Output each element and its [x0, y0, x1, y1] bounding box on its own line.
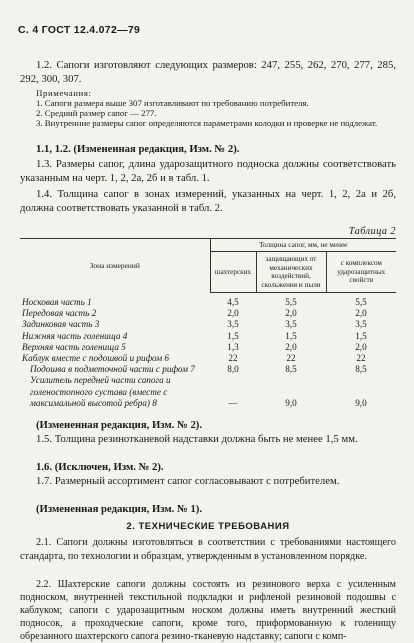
table-row — [20, 364, 396, 375]
amendment-note-2: (Измененная редакция, Изм. № 2). — [36, 419, 203, 431]
note-3: 3. Внутренние размеры сапог определяются параметрами колодки и проверке не подлежат. — [36, 118, 378, 128]
para-1-5: 1.5. Толщина резинотканевой надставки должна быть не менее 1,5 мм. — [36, 433, 358, 445]
note-2: 2. Средний размер сапог — 277. — [36, 108, 157, 118]
row-label: Каблук вместе с подошвой и рифом 6 — [22, 353, 169, 364]
table-caption: Таблица 2 — [348, 226, 396, 237]
row-label: Носковая часть 1 — [22, 297, 92, 307]
cell-value: 2,0 — [285, 341, 297, 352]
amendment-note-1: 1.1, 1.2. (Измененная редакция, Изм. № 2). — [36, 143, 240, 155]
cell-value: — — [228, 397, 238, 408]
cell-value: 1,5 — [227, 330, 239, 341]
amendment-note-3: (Измененная редакция, Изм. № 1). — [36, 503, 203, 515]
cell-value: 8,0 — [227, 364, 239, 375]
cell-value: 2,0 — [355, 341, 367, 352]
row-label: Нижняя часть голенища 4 — [22, 330, 128, 341]
row-label: Передовая часть 2 — [22, 308, 97, 319]
para-1-2: 1.2. Сапоги изготовляют следующих размеров: 247, 255, 262, 270, 277, 285, 292, 300, 307. — [20, 59, 396, 85]
thickness-table — [20, 238, 396, 409]
row-label: Усилитель передней части сапога и голеностопного сустава (вместе с максимальной высотой ребра) 8 — [30, 375, 171, 408]
cell-value: 3,5 — [227, 319, 239, 330]
table-row — [20, 331, 396, 342]
column-header-zone: Зона измерений — [20, 239, 210, 293]
notes-title: Примечания: — [36, 88, 92, 98]
cell-value: 3,5 — [355, 319, 367, 330]
cell-value: 8,5 — [285, 364, 297, 375]
cell-value: 1,5 — [285, 330, 297, 341]
cell-value: 9,0 — [355, 397, 367, 408]
table-row — [20, 353, 396, 364]
para-2-2: 2.2. Шахтерские сапоги должны состоять из резинового верха с усиленным подноском, внутренней текстильной подкладки и рифленой резиновой подошвы с каблуком; сапоги с ударозащитным носком должны иметь внутренний жесткий подносок, а проходческие сапоги, кроме того, приформованную к голенищу обрезанного шахтерского сапога резино-тканевую надставку; сапоги с комп- — [20, 579, 396, 642]
para-1-6: 1.6. (Исключен, Изм. № 2). — [36, 461, 164, 473]
row-label: Задинковая часть 3 — [22, 319, 100, 330]
cell-value: 3,5 — [285, 319, 297, 330]
cell-value: 22 — [286, 353, 296, 364]
column-header-impact: с комплексом ударозащитных свойств — [326, 252, 396, 293]
section-title: 2. ТЕХНИЧЕСКИЕ ТРЕБОВАНИЯ — [126, 521, 290, 532]
table-row — [20, 319, 396, 330]
para-1-3: 1.3. Размеры сапог, длина ударозащитного подноска должны соответствовать указанным на черт. 1, 2, 2а, 2б и в табл. 1. — [20, 158, 396, 184]
table-row — [20, 375, 396, 409]
table-row — [20, 297, 396, 308]
column-header-group: Толщина сапог, мм, не менее — [210, 239, 396, 252]
cell-value: 2,0 — [227, 308, 239, 319]
cell-value: 5,5 — [285, 297, 297, 307]
cell-value: 22 — [228, 353, 238, 364]
cell-value: 8,5 — [355, 364, 367, 375]
table-row — [20, 308, 396, 319]
column-header-miners: шахтерских — [210, 252, 256, 293]
para-2-1: 2.1. Сапоги должны изготовляться в соответствии с требованиями настоящего стандарта, по технологии и образцам, утвержденным в установленном порядке. — [20, 537, 396, 562]
cell-value: 1,3 — [227, 341, 239, 352]
table-row — [20, 342, 396, 353]
para-1-4: 1.4. Толщина сапог в зонах измерений, указанных на черт. 1, 2, 2а и 2б, должна соответствовать указанной в табл. 2. — [20, 188, 396, 214]
row-label: Подошва в подметочной части с рифом 7 — [30, 364, 195, 375]
page-header: С. 4 ГОСТ 12.4.072—79 — [18, 24, 141, 36]
cell-value: 2,0 — [285, 308, 297, 319]
cell-value: 9,0 — [285, 397, 297, 408]
column-header-mechanical: защищающих от механических воздействий, скольжения и пыли — [256, 252, 326, 293]
cell-value: 22 — [356, 353, 366, 364]
cell-value: 2,0 — [355, 308, 367, 319]
row-label: Верхняя часть голенища 5 — [22, 341, 126, 352]
cell-value: 1,5 — [355, 330, 367, 341]
para-1-7: 1.7. Размерный ассортимент сапог согласовывают с потребителем. — [36, 475, 340, 487]
note-1: 1. Сапоги размера выше 307 изготавливают по требованию потребителя. — [36, 98, 309, 108]
cell-value: 5,5 — [355, 297, 367, 307]
cell-value: 4,5 — [227, 297, 239, 307]
